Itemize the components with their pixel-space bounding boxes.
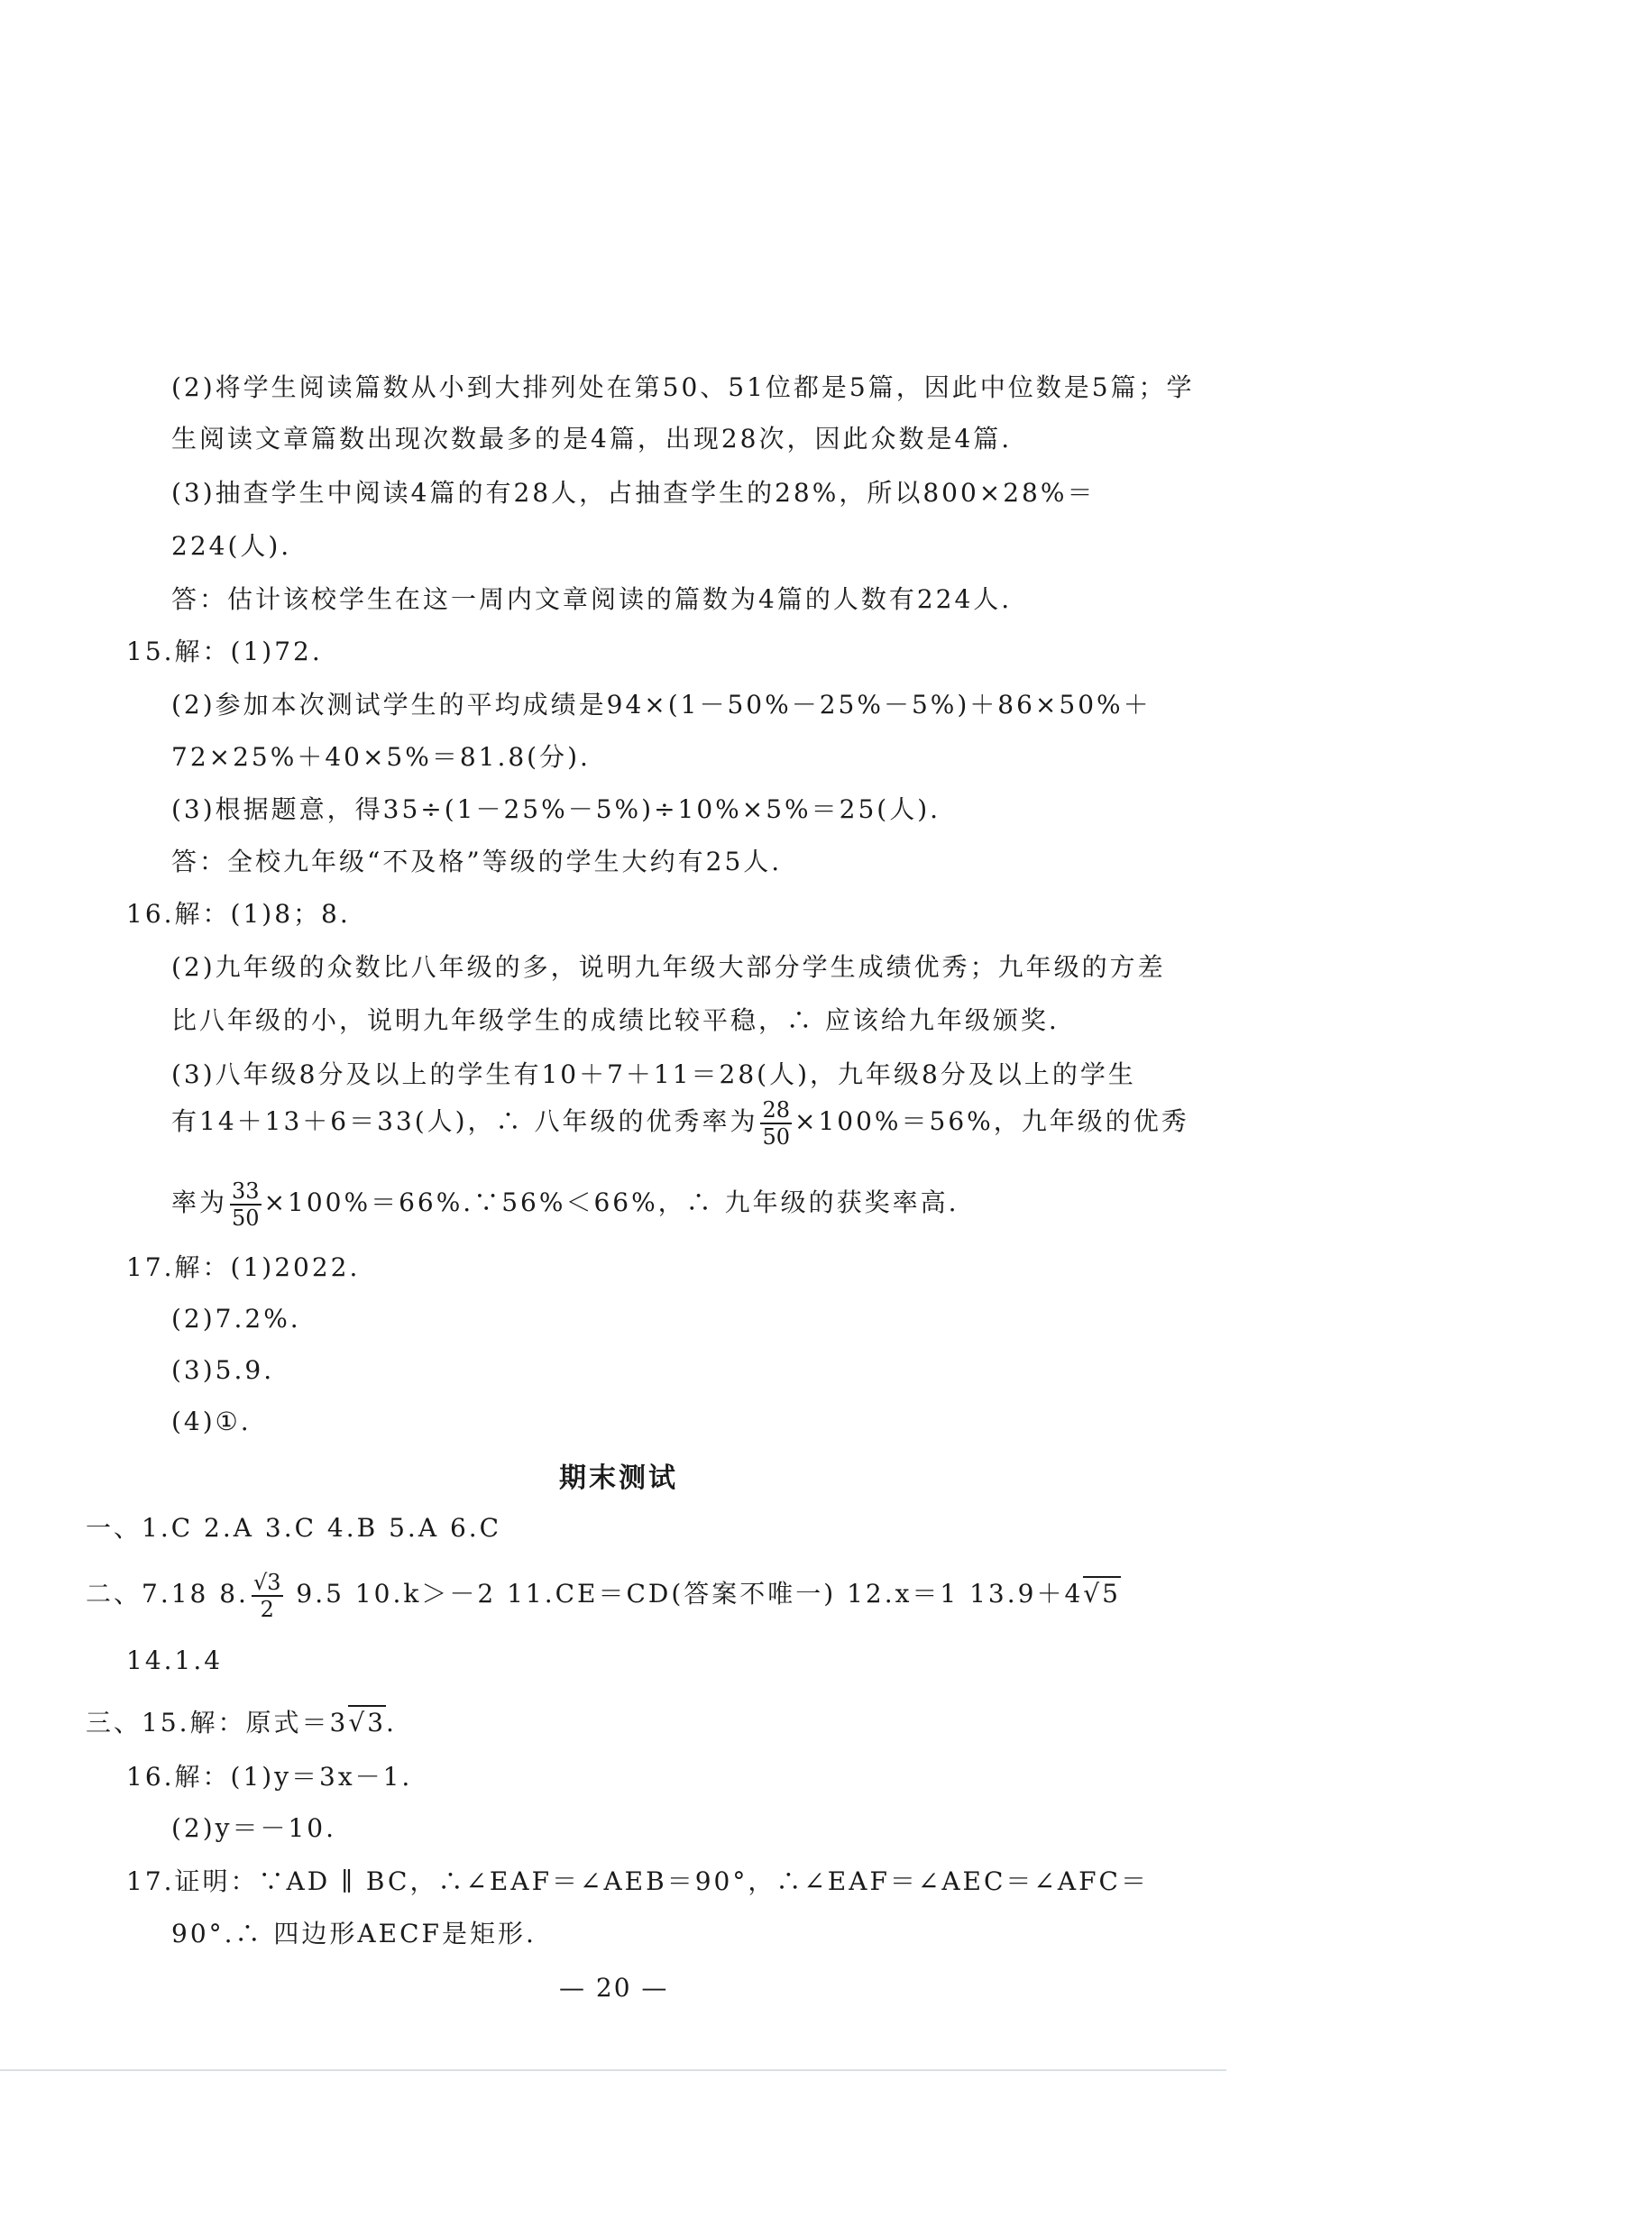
q16-line2: (2)九年级的众数比八年级的多，说明九年级大部分学生成绩优秀；九年级的方差	[171, 952, 1166, 982]
fraction-numerator: √3	[252, 1569, 281, 1595]
part3-q16-line2: (2)y＝－10.	[171, 1813, 337, 1843]
q14-part3-line2: 224(人).	[171, 531, 292, 561]
q15-line2: (2)参加本次测试学生的平均成绩是94×(1－50%－25%－5%)＋86×50%＋	[171, 690, 1152, 720]
part3-q17-line2: 90°.∴ 四边形AECF是矩形.	[171, 1919, 537, 1948]
q16-line5-text-a: 有14＋13＋6＝33(人)，∴ 八年级的优秀率为	[171, 1106, 758, 1136]
sqrt3: √3	[348, 1705, 386, 1737]
part3-text-c: .	[386, 1708, 397, 1737]
q17-line4: (4)①.	[171, 1407, 252, 1436]
q14-answer: 答：估计该校学生在这一周内文章阅读的篇数为4篇的人数有224人.	[171, 584, 1013, 614]
fraction-sqrt3-over-2	[252, 1569, 283, 1622]
q16-line6-text-b: ×100%＝66%.∵56%＜66%，∴ 九年级的获奖率高.	[263, 1187, 959, 1217]
part2-line2: 14.1.4	[126, 1646, 224, 1675]
q16-line3: 比八年级的小，说明九年级学生的成绩比较平稳，∴ 应该给九年级颁奖.	[171, 1005, 1060, 1035]
q15-line3: 72×25%＋40×5%＝81.8(分).	[171, 742, 591, 772]
q15-line4: (3)根据题意，得35÷(1－25%－5%)÷10%×5%＝25(人).	[171, 794, 941, 824]
fraction-numerator: 33	[232, 1178, 260, 1204]
q15-answer: 答：全校九年级“不及格”等级的学生大约有25人.	[171, 847, 783, 876]
q16-line5-text-b: ×100%＝56%，九年级的优秀	[794, 1106, 1189, 1136]
q14-part2-line2: 生阅读文章篇数出现次数最多的是4篇，出现28次，因此众数是4篇.	[171, 424, 1013, 454]
q14-part2-line1: (2)将学生阅读篇数从小到大排列处在第50、51位都是5篇，因此中位数是5篇；学	[171, 372, 1195, 402]
q14-part3-line1: (3)抽查学生中阅读4篇的有28人，占抽查学生的28%，所以800×28%＝	[171, 478, 1096, 508]
q16-line6-text-a: 率为	[171, 1187, 228, 1217]
page-number: — 20 —	[559, 1973, 669, 2003]
q16-line5	[171, 1095, 1189, 1149]
final-test-title: 期末测试	[559, 1462, 678, 1494]
part3-q16-line1: 16.解：(1)y＝3x－1.	[126, 1762, 413, 1792]
part2-text-a: 二、7.18 8.	[86, 1579, 249, 1609]
part1-answers: 一、1.C 2.A 3.C 4.B 5.A 6.C	[86, 1513, 502, 1543]
q16-line6	[171, 1176, 959, 1230]
part3-q15	[86, 1705, 397, 1741]
q17-line2: (2)7.2%.	[171, 1304, 301, 1334]
fraction-numerator: 28	[762, 1096, 790, 1123]
q16-line1: 16.解：(1)8；8.	[126, 899, 351, 929]
q17-line1: 17.解：(1)2022.	[126, 1252, 361, 1282]
page-bottom-edge	[0, 2069, 1226, 2071]
sqrt5: √5	[1083, 1576, 1121, 1609]
part2-answers	[86, 1567, 1121, 1621]
q16-line4: (3)八年级8分及以上的学生有10＋7＋11＝28(人)，九年级8分及以上的学生	[171, 1059, 1136, 1089]
fraction-28-50	[760, 1096, 792, 1150]
fraction-denominator: 2	[260, 1596, 274, 1622]
q15-line1: 15.解：(1)72.	[126, 637, 323, 666]
part3-q17-line1: 17.证明：∵AD ∥ BC，∴∠EAF＝∠AEB＝90°，∴∠EAF＝∠AEC＝∠AFC＝	[126, 1866, 1149, 1896]
fraction-33-50	[230, 1180, 262, 1229]
fraction-denominator: 50	[762, 1123, 790, 1150]
fraction-denominator: 50	[232, 1205, 260, 1231]
q17-line3: (3)5.9.	[171, 1355, 275, 1385]
part3-text-a: 三、15.解：原式＝3	[86, 1708, 349, 1737]
part2-text-b: 9.5 10.k＞－2 11.CE＝CD(答案不唯一) 12.x＝1 13.9＋4	[285, 1579, 1084, 1609]
